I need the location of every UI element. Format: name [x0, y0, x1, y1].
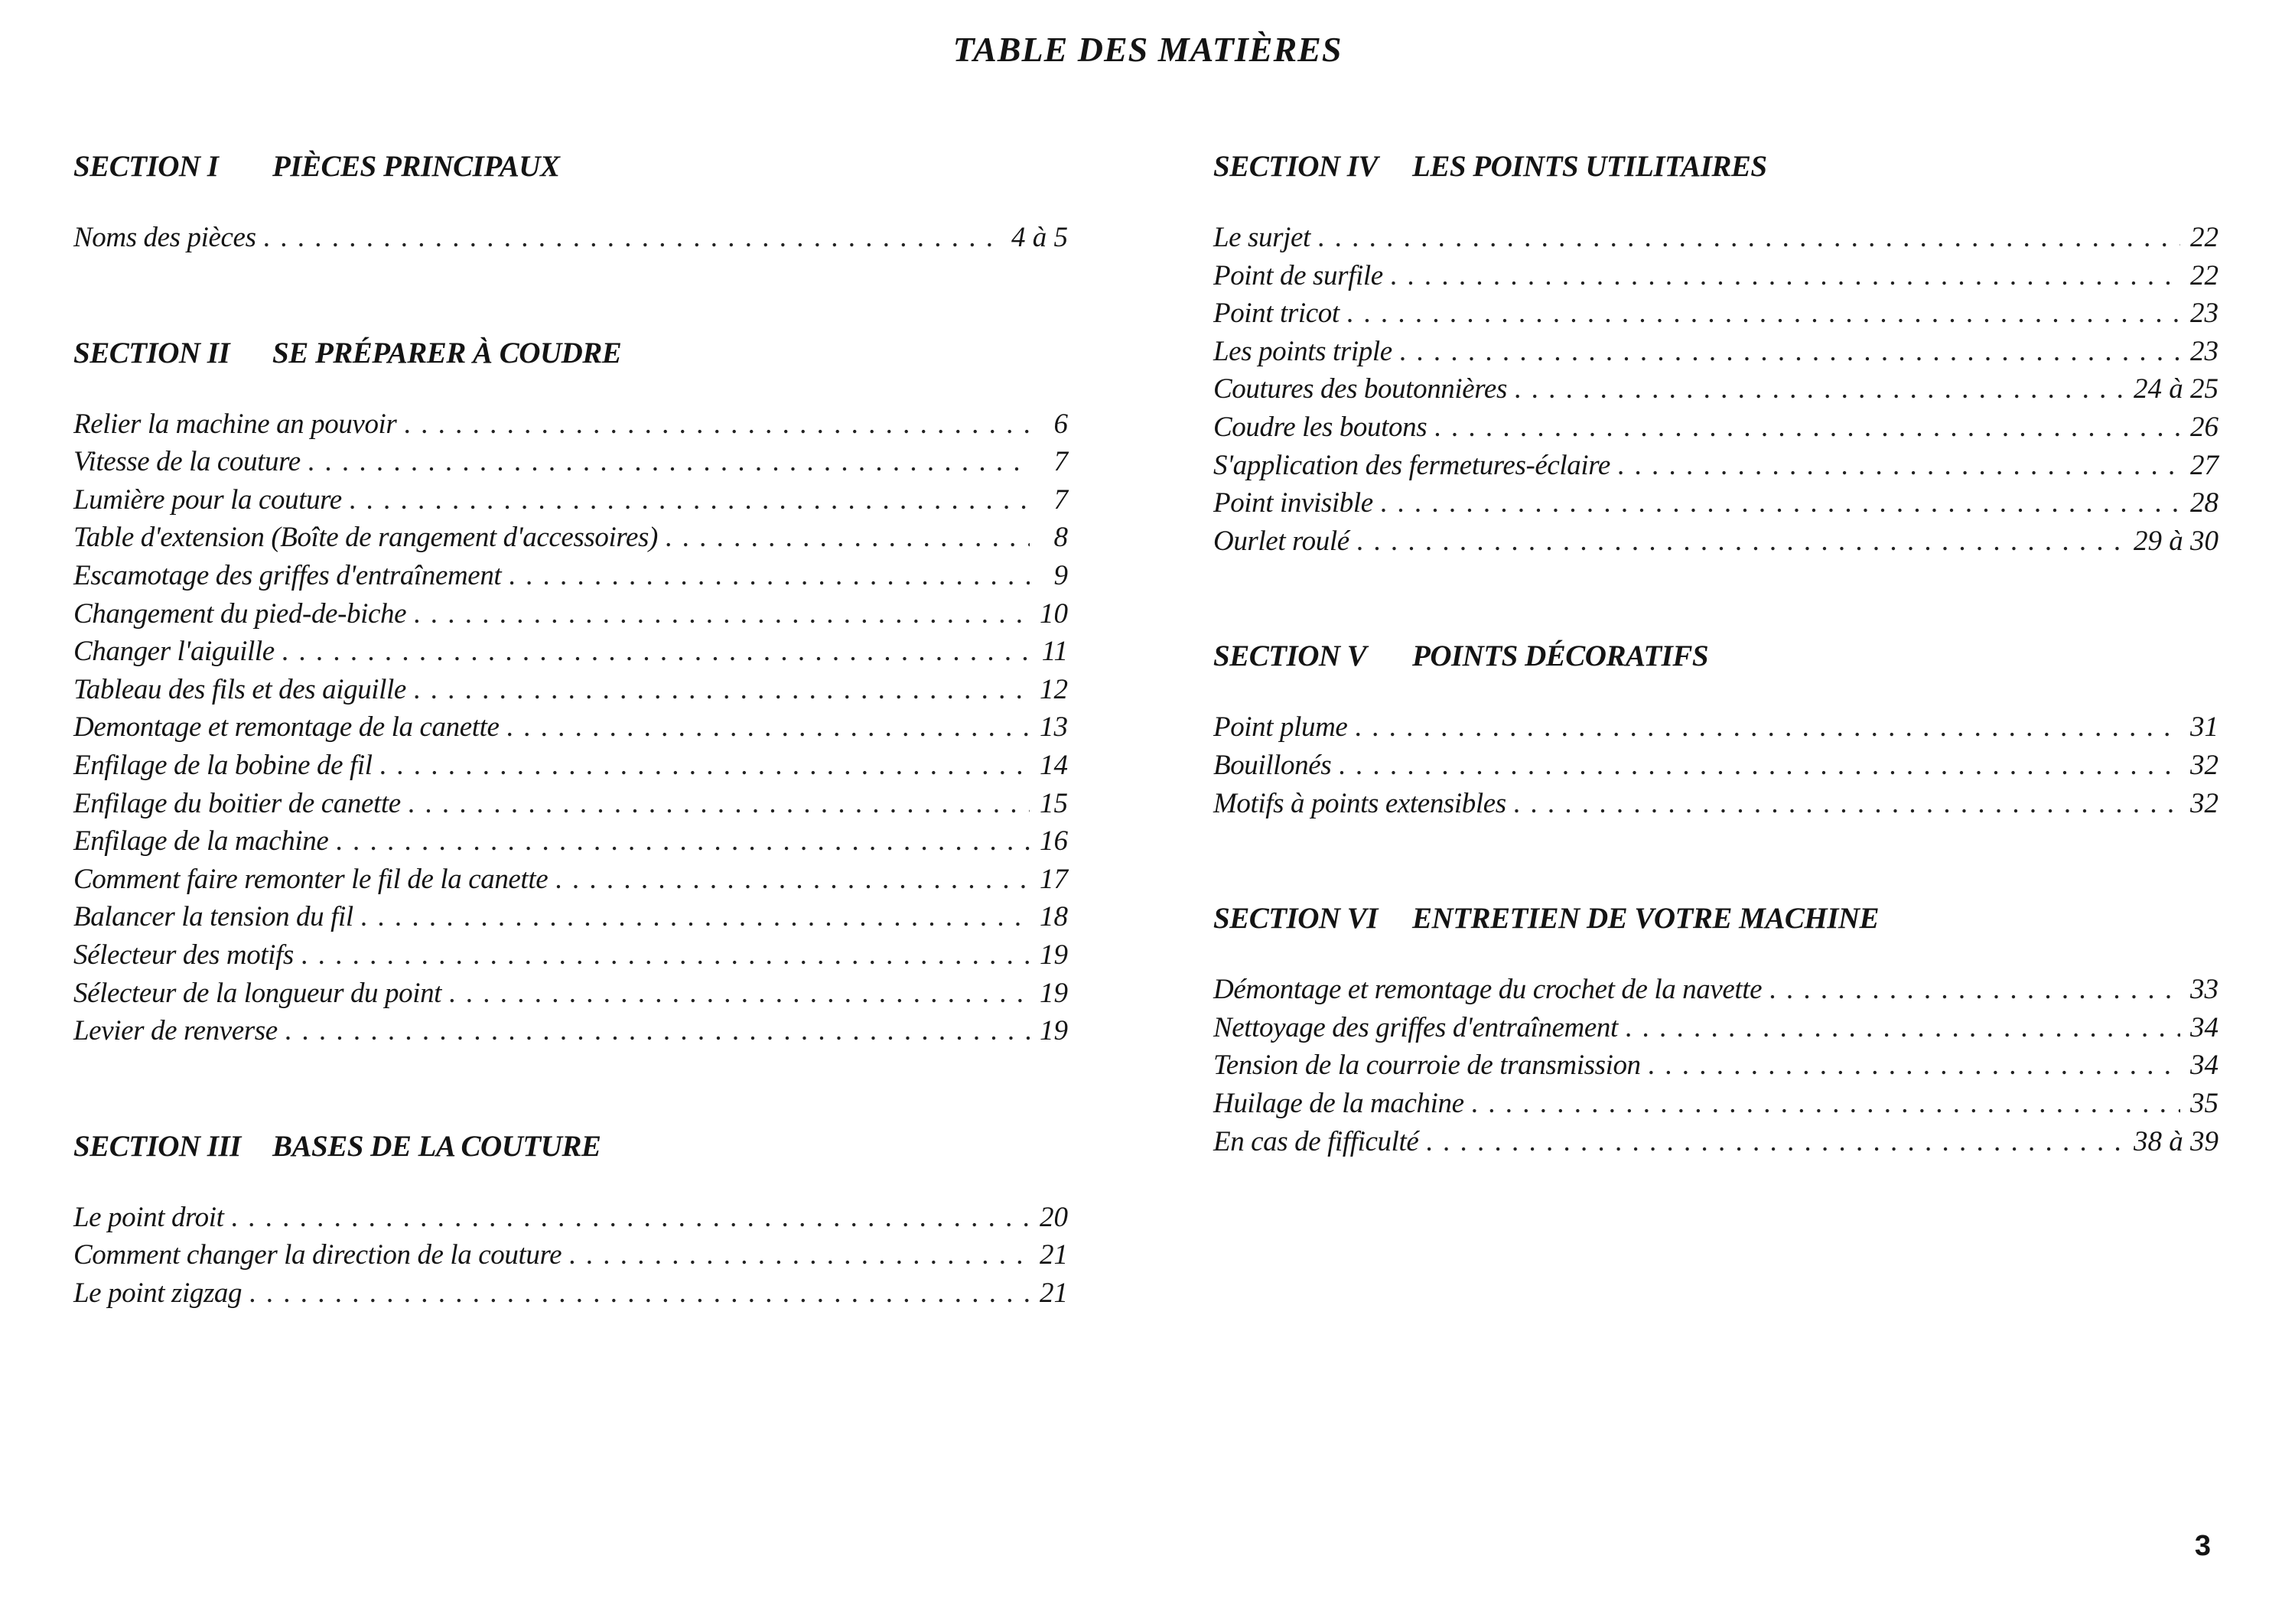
- section-name: POINTS DÉCORATIFS: [1412, 640, 1709, 673]
- entry-title: Changement du pied-de-biche: [73, 597, 407, 630]
- section-label: SECTION I: [73, 150, 219, 183]
- toc-entries: [1213, 219, 2218, 560]
- toc-entry[interactable]: [73, 1274, 1068, 1313]
- toc-entry[interactable]: [1213, 971, 2218, 1009]
- toc-entries: [1213, 708, 2218, 822]
- toc-entry[interactable]: [1213, 785, 2218, 823]
- entry-title: Le surjet: [1213, 222, 1310, 253]
- section-heading: [73, 330, 1068, 376]
- entry-title: En cas de fifficulté: [1213, 1125, 1419, 1157]
- toc-entry[interactable]: [1213, 747, 2218, 785]
- section-heading: [73, 144, 1068, 190]
- section-name: BASES DE LA COUTURE: [272, 1129, 601, 1163]
- dot-leader: [308, 443, 1030, 481]
- toc-entry[interactable]: [1213, 447, 2218, 485]
- toc-entry[interactable]: [73, 822, 1068, 861]
- entry-title: Démontage et remontage du crochet de la navette: [1213, 974, 1763, 1006]
- entry-page: 15: [1040, 787, 1068, 819]
- toc-entry[interactable]: [1213, 408, 2218, 447]
- entry-title: Coutures des boutonnières: [1213, 373, 1507, 405]
- toc-entry[interactable]: [1213, 257, 2218, 295]
- entry-title: Point invisible: [1213, 487, 1373, 519]
- entry-page: 38 à 39: [2134, 1125, 2218, 1157]
- section-ii: [73, 330, 1068, 1050]
- toc-entry[interactable]: [73, 671, 1068, 709]
- toc-entry[interactable]: [73, 1236, 1068, 1274]
- entry-page: 34: [2190, 1050, 2218, 1082]
- entry-page: 21: [1040, 1239, 1068, 1271]
- toc-entry[interactable]: [73, 861, 1068, 899]
- entry-title: Lumière pour la couture: [73, 483, 342, 516]
- toc-entry[interactable]: [73, 557, 1068, 595]
- toc-entry[interactable]: [73, 898, 1068, 936]
- dot-leader: [569, 1236, 1030, 1274]
- entry-page: 26: [2190, 411, 2218, 443]
- entry-title: Point tricot: [1213, 298, 1340, 330]
- entry-title: Changer l'aiguille: [73, 636, 275, 668]
- dot-leader: [555, 861, 1030, 899]
- dot-leader: [301, 936, 1030, 975]
- page-number: 3: [2194, 1530, 2211, 1562]
- entry-title: Balancer la tension du fil: [73, 901, 353, 933]
- entry-title: Table d'extension (Boîte de rangement d'accessoires): [73, 522, 658, 554]
- toc-entry[interactable]: [73, 747, 1068, 785]
- dot-leader: [1391, 257, 2180, 295]
- toc-entry[interactable]: [1213, 708, 2218, 747]
- dot-leader: [449, 975, 1030, 1013]
- dot-leader: [350, 481, 1030, 519]
- toc-entry[interactable]: [1213, 522, 2218, 561]
- toc-entry[interactable]: [1213, 1046, 2218, 1085]
- toc-entry[interactable]: [1213, 219, 2218, 257]
- dot-leader: [1618, 447, 2180, 485]
- entry-page: 14: [1040, 749, 1068, 781]
- dot-leader: [264, 219, 1004, 257]
- section-label: SECTION V: [1213, 640, 1367, 673]
- toc-entry[interactable]: [73, 1012, 1068, 1050]
- toc-entries: [1213, 971, 2218, 1160]
- entry-title: Enfilage de la bobine de fil: [73, 749, 373, 781]
- dot-leader: [1626, 1009, 2180, 1047]
- section-label: SECTION IV: [1213, 150, 1378, 183]
- section-heading: [1213, 633, 2218, 679]
- dot-leader: [1426, 1123, 2126, 1161]
- dot-leader: [414, 671, 1030, 709]
- entry-page: 24 à 25: [2134, 373, 2218, 405]
- entry-title: Escamotage des griffes d'entraînement: [73, 559, 502, 591]
- dot-leader: [282, 633, 1030, 671]
- section-label: SECTION II: [73, 336, 230, 369]
- toc-entry[interactable]: [1213, 1009, 2218, 1047]
- entry-title: Le point zigzag: [73, 1277, 243, 1309]
- entry-page: 16: [1040, 825, 1068, 858]
- entry-title: Nettoyage des griffes d'entraînement: [1213, 1011, 1618, 1043]
- entry-title: Tableau des fils et des aiguille: [73, 673, 406, 705]
- toc-entry[interactable]: [73, 405, 1068, 444]
- section-name: ENTRETIEN DE VOTRE MACHINE: [1412, 902, 1880, 936]
- entry-title: Comment changer la direction de la couture: [73, 1239, 562, 1271]
- entry-page: 34: [2190, 1011, 2218, 1043]
- section-name: PIÈCES PRINCIPAUX: [272, 150, 560, 183]
- entry-title: Coudre les boutons: [1213, 411, 1427, 443]
- entry-page: 21: [1040, 1277, 1068, 1309]
- right-column: [1213, 144, 2218, 1160]
- toc-entry[interactable]: [73, 633, 1068, 671]
- section-name: SE PRÉPARER À COUDRE: [272, 336, 622, 369]
- dot-leader: [1400, 333, 2180, 371]
- entry-page: 12: [1040, 673, 1068, 705]
- dot-leader: [249, 1274, 1030, 1313]
- section-v: [1213, 633, 2218, 822]
- entry-page: 23: [2190, 298, 2218, 330]
- entry-page: 18: [1040, 901, 1068, 933]
- dot-leader: [1472, 1085, 2180, 1123]
- toc-entry[interactable]: [1213, 295, 2218, 333]
- entry-page: 23: [2190, 335, 2218, 367]
- entry-page: 7: [1053, 483, 1068, 516]
- section-name: LES POINTS UTILITAIRES: [1412, 150, 1767, 183]
- dot-leader: [1339, 747, 2180, 785]
- entry-page: 6: [1053, 408, 1068, 440]
- entry-title: Tension de la courroie de transmission: [1213, 1050, 1641, 1082]
- dot-leader: [1514, 785, 2180, 823]
- section-iv: [1213, 144, 2218, 560]
- toc-entries: [73, 405, 1068, 1050]
- entry-page: 7: [1053, 446, 1068, 478]
- entry-title: Sélecteur des motifs: [73, 939, 294, 971]
- toc-entry[interactable]: [73, 785, 1068, 823]
- entry-page: 19: [1040, 1015, 1068, 1047]
- toc-entry[interactable]: [1213, 484, 2218, 522]
- section-label: SECTION VI: [1213, 902, 1378, 936]
- dot-leader: [507, 708, 1030, 747]
- entry-page: 13: [1040, 711, 1068, 744]
- toc-entries: [73, 1199, 1068, 1313]
- toc-entry[interactable]: [73, 975, 1068, 1013]
- dot-leader: [1434, 408, 2180, 447]
- dot-leader: [409, 785, 1030, 823]
- section-iii: [73, 1124, 1068, 1313]
- toc-entry[interactable]: [73, 936, 1068, 975]
- entry-title: Sélecteur de la longueur du point: [73, 977, 442, 1009]
- dot-leader: [336, 822, 1030, 861]
- dot-leader: [285, 1012, 1030, 1050]
- section-label: SECTION III: [73, 1129, 241, 1163]
- entry-page: 31: [2190, 711, 2218, 744]
- entry-title: Vitesse de la couture: [73, 446, 301, 478]
- dot-leader: [1769, 971, 2180, 1009]
- dot-leader: [1318, 219, 2180, 257]
- dot-leader: [232, 1199, 1030, 1237]
- toc-entry[interactable]: [73, 595, 1068, 633]
- toc-entry[interactable]: [73, 443, 1068, 481]
- dot-leader: [380, 747, 1030, 785]
- toc-entry[interactable]: [73, 1199, 1068, 1237]
- toc-entry[interactable]: [73, 519, 1068, 557]
- toc-entry[interactable]: [73, 219, 1068, 257]
- dot-leader: [1355, 708, 2180, 747]
- entry-page: 35: [2190, 1087, 2218, 1119]
- entry-page: 29 à 30: [2134, 525, 2218, 557]
- toc-entry[interactable]: [1213, 1123, 2218, 1161]
- section-heading: [1213, 896, 2218, 942]
- entry-title: Ourlet roulé: [1213, 525, 1349, 557]
- dot-leader: [1515, 370, 2126, 408]
- dot-leader: [361, 898, 1030, 936]
- entry-page: 28: [2190, 487, 2218, 519]
- entry-title: Huilage de la machine: [1213, 1087, 1464, 1119]
- toc-entry[interactable]: [73, 481, 1068, 519]
- entry-title: Noms des pièces: [73, 222, 256, 253]
- entry-page: 20: [1040, 1201, 1068, 1233]
- toc-entry[interactable]: [1213, 370, 2218, 408]
- entry-title: Demontage et remontage de la canette: [73, 711, 500, 744]
- entry-page: 4 à 5: [1011, 222, 1068, 253]
- entry-title: Levier de renverse: [73, 1015, 278, 1047]
- left-column: [73, 144, 1068, 1312]
- toc-entry[interactable]: [73, 708, 1068, 747]
- section-heading: [1213, 144, 2218, 190]
- entry-title: Enfilage de la machine: [73, 825, 329, 858]
- section-vi: [1213, 896, 2218, 1160]
- entry-page: 19: [1040, 977, 1068, 1009]
- entry-title: Enfilage du boitier de canette: [73, 787, 401, 819]
- dot-leader: [1649, 1046, 2180, 1085]
- entry-page: 8: [1053, 522, 1068, 554]
- entry-page: 32: [2190, 787, 2218, 819]
- section-i: [73, 144, 1068, 257]
- entry-title: Bouillonés: [1213, 749, 1332, 781]
- entry-title: Point plume: [1213, 711, 1348, 744]
- dot-leader: [1347, 295, 2180, 333]
- entry-title: Motifs à points extensibles: [1213, 787, 1506, 819]
- dot-leader: [1381, 484, 2180, 522]
- entry-title: Comment faire remonter le fil de la canette: [73, 863, 549, 895]
- toc-entry[interactable]: [1213, 1085, 2218, 1123]
- entry-page: 22: [2190, 259, 2218, 291]
- dot-leader: [414, 595, 1030, 633]
- toc-entry[interactable]: [1213, 333, 2218, 371]
- entry-page: 11: [1041, 636, 1068, 668]
- page-title: TABLE DES MATIÈRES: [952, 30, 1343, 69]
- entry-title: S'application des fermetures-éclaire: [1213, 449, 1610, 481]
- entry-title: Relier la machine an pouvoir: [73, 408, 397, 440]
- section-heading: [73, 1124, 1068, 1170]
- entry-page: 10: [1040, 597, 1068, 630]
- dot-leader: [666, 519, 1030, 557]
- entry-page: 32: [2190, 749, 2218, 781]
- entry-page: 22: [2190, 222, 2218, 253]
- entry-title: Le point droit: [73, 1201, 224, 1233]
- entry-title: Les points triple: [1213, 335, 1392, 367]
- toc-entries: [73, 219, 1068, 257]
- dot-leader: [509, 557, 1030, 595]
- entry-page: 33: [2190, 974, 2218, 1006]
- dot-leader: [404, 405, 1030, 444]
- entry-page: 9: [1053, 559, 1068, 591]
- dot-leader: [1357, 522, 2126, 561]
- entry-page: 27: [2190, 449, 2218, 481]
- entry-title: Point de surfile: [1213, 259, 1383, 291]
- entry-page: 19: [1040, 939, 1068, 971]
- entry-page: 17: [1040, 863, 1068, 895]
